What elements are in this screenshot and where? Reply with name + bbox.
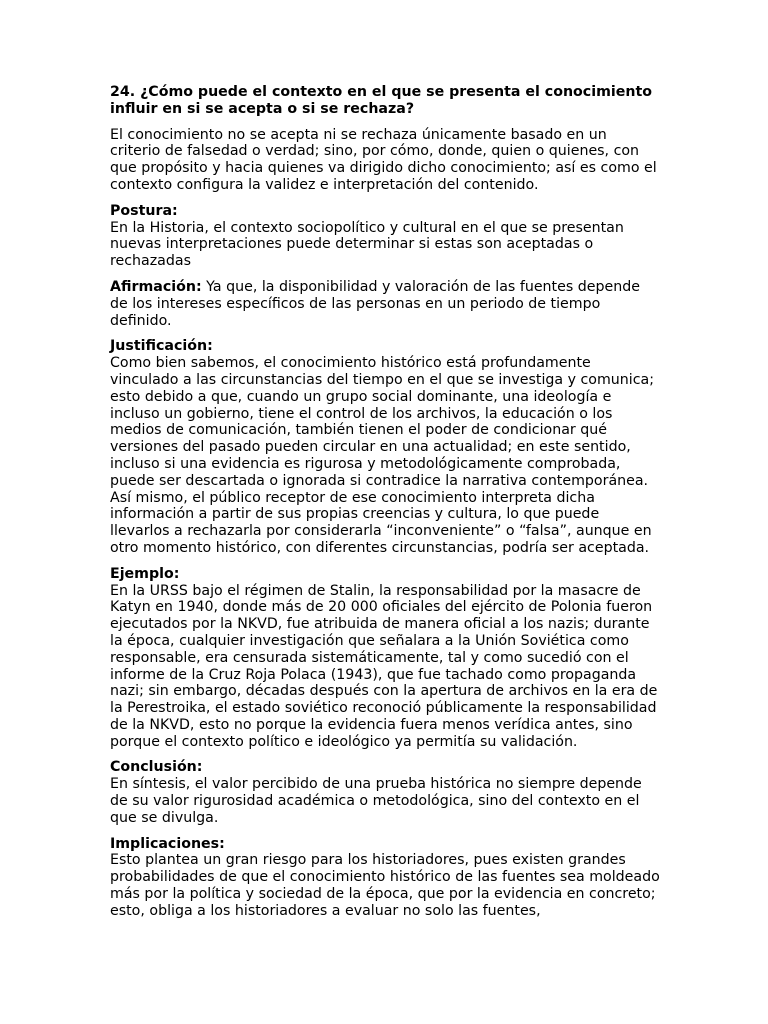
afirmacion-section [110,279,660,329]
afirmacion-heading: Afirmación: [110,278,202,295]
justificacion-section [110,338,660,556]
ejemplo-heading: Ejemplo: [110,565,180,582]
justificacion-text: Como bien sabemos, el conocimiento histórico está profundamente vinculado a las circunstancias del tiempo en el que se investiga y comunica; esto debido a que, cuando un grupo social dominante, una ideología e incluso un gobierno, tiene el control de los archivos, la educación o los medios de comunicación, también tienen el poder de condicionar qué versiones del pasado pueden circular en una actualidad; en este sentido, incluso si una evidencia es rigurosa y metodológicamente comprobada, puede ser descartada o ignorada si contradice la narrativa contemporánea. Así mismo, el público receptor de ese conocimiento interpreta dicha información a partir de sus propias creencias y cultura, lo que puede llevarlos a rechazarla por considerarla “inconveniente” o “falsa”, aunque en otro momento histórico, con diferentes circunstancias, podría ser aceptada. [110,355,655,556]
question-heading: 24. ¿Cómo puede el contexto en el que se presenta el conocimiento influir en si se acepta o si se rechaza? [110,84,652,117]
justificacion-heading: Justificación: [110,338,213,355]
intro-paragraph: El conocimiento no se acepta ni se rechaza únicamente basado en un criterio de falsedad o verdad; sino, por cómo, donde, quien o quienes, con que propósito y hacia quienes va dirigido dicho conocimiento; así es como el contexto configura la validez e interpretación del contenido. [110,126,657,193]
ejemplo-text: En la URSS bajo el régimen de Stalin, la responsabilidad por la masacre de Katyn en 1940, donde más de 20 000 oficiales del ejército de Polonia fueron ejecutados por la NKVD, fue atribuida de manera oficial a los nazis; durante la época, cualquier investigación que señalara a la Unión Soviética como responsable, era censurada sistemáticamente, tal y como sucedió con el informe de la Cruz Roja Polaca (1943), que fue tachado como propaganda nazi; sin embargo, décadas después con la apertura de archivos en la era de la Perestroika, el estado soviético reconoció públicamente la responsabilidad de la NKVD, esto no porque la evidencia fuera menos verídica antes, sino porque el contexto político e ideológico ya permitía su validación. [110,582,658,750]
conclusion-heading: Conclusión: [110,759,203,776]
implicaciones-heading: Implicaciones: [110,835,225,852]
postura-section [110,203,660,270]
ejemplo-section [110,566,660,751]
conclusion-text: En síntesis, el valor percibido de una prueba histórica no siempre depende de su valor rigurosidad académica o metodológica, sino del contexto en el que se divulga. [110,776,642,826]
postura-heading: Postura: [110,202,178,219]
implicaciones-section [110,836,660,920]
afirmacion-text: Ya que, la disponibilidad y valoración de las fuentes depende de los intereses específicos de las personas en un periodo de tiempo definido. [110,278,640,329]
postura-text: En la Historia, el contexto sociopolítico y cultural en el que se presentan nuevas interpretaciones puede determinar si estas son aceptadas o rechazadas [110,219,624,270]
document-page [110,84,660,929]
conclusion-section [110,759,660,826]
implicaciones-text: Esto plantea un gran riesgo para los historiadores, pues existen grandes probabilidades de que el conocimiento histórico de las fuentes sea moldeado más por la política y sociedad de la época, que por la evidencia en concreto; esto, obliga a los historiadores a evaluar no solo las fuentes, [110,852,660,919]
